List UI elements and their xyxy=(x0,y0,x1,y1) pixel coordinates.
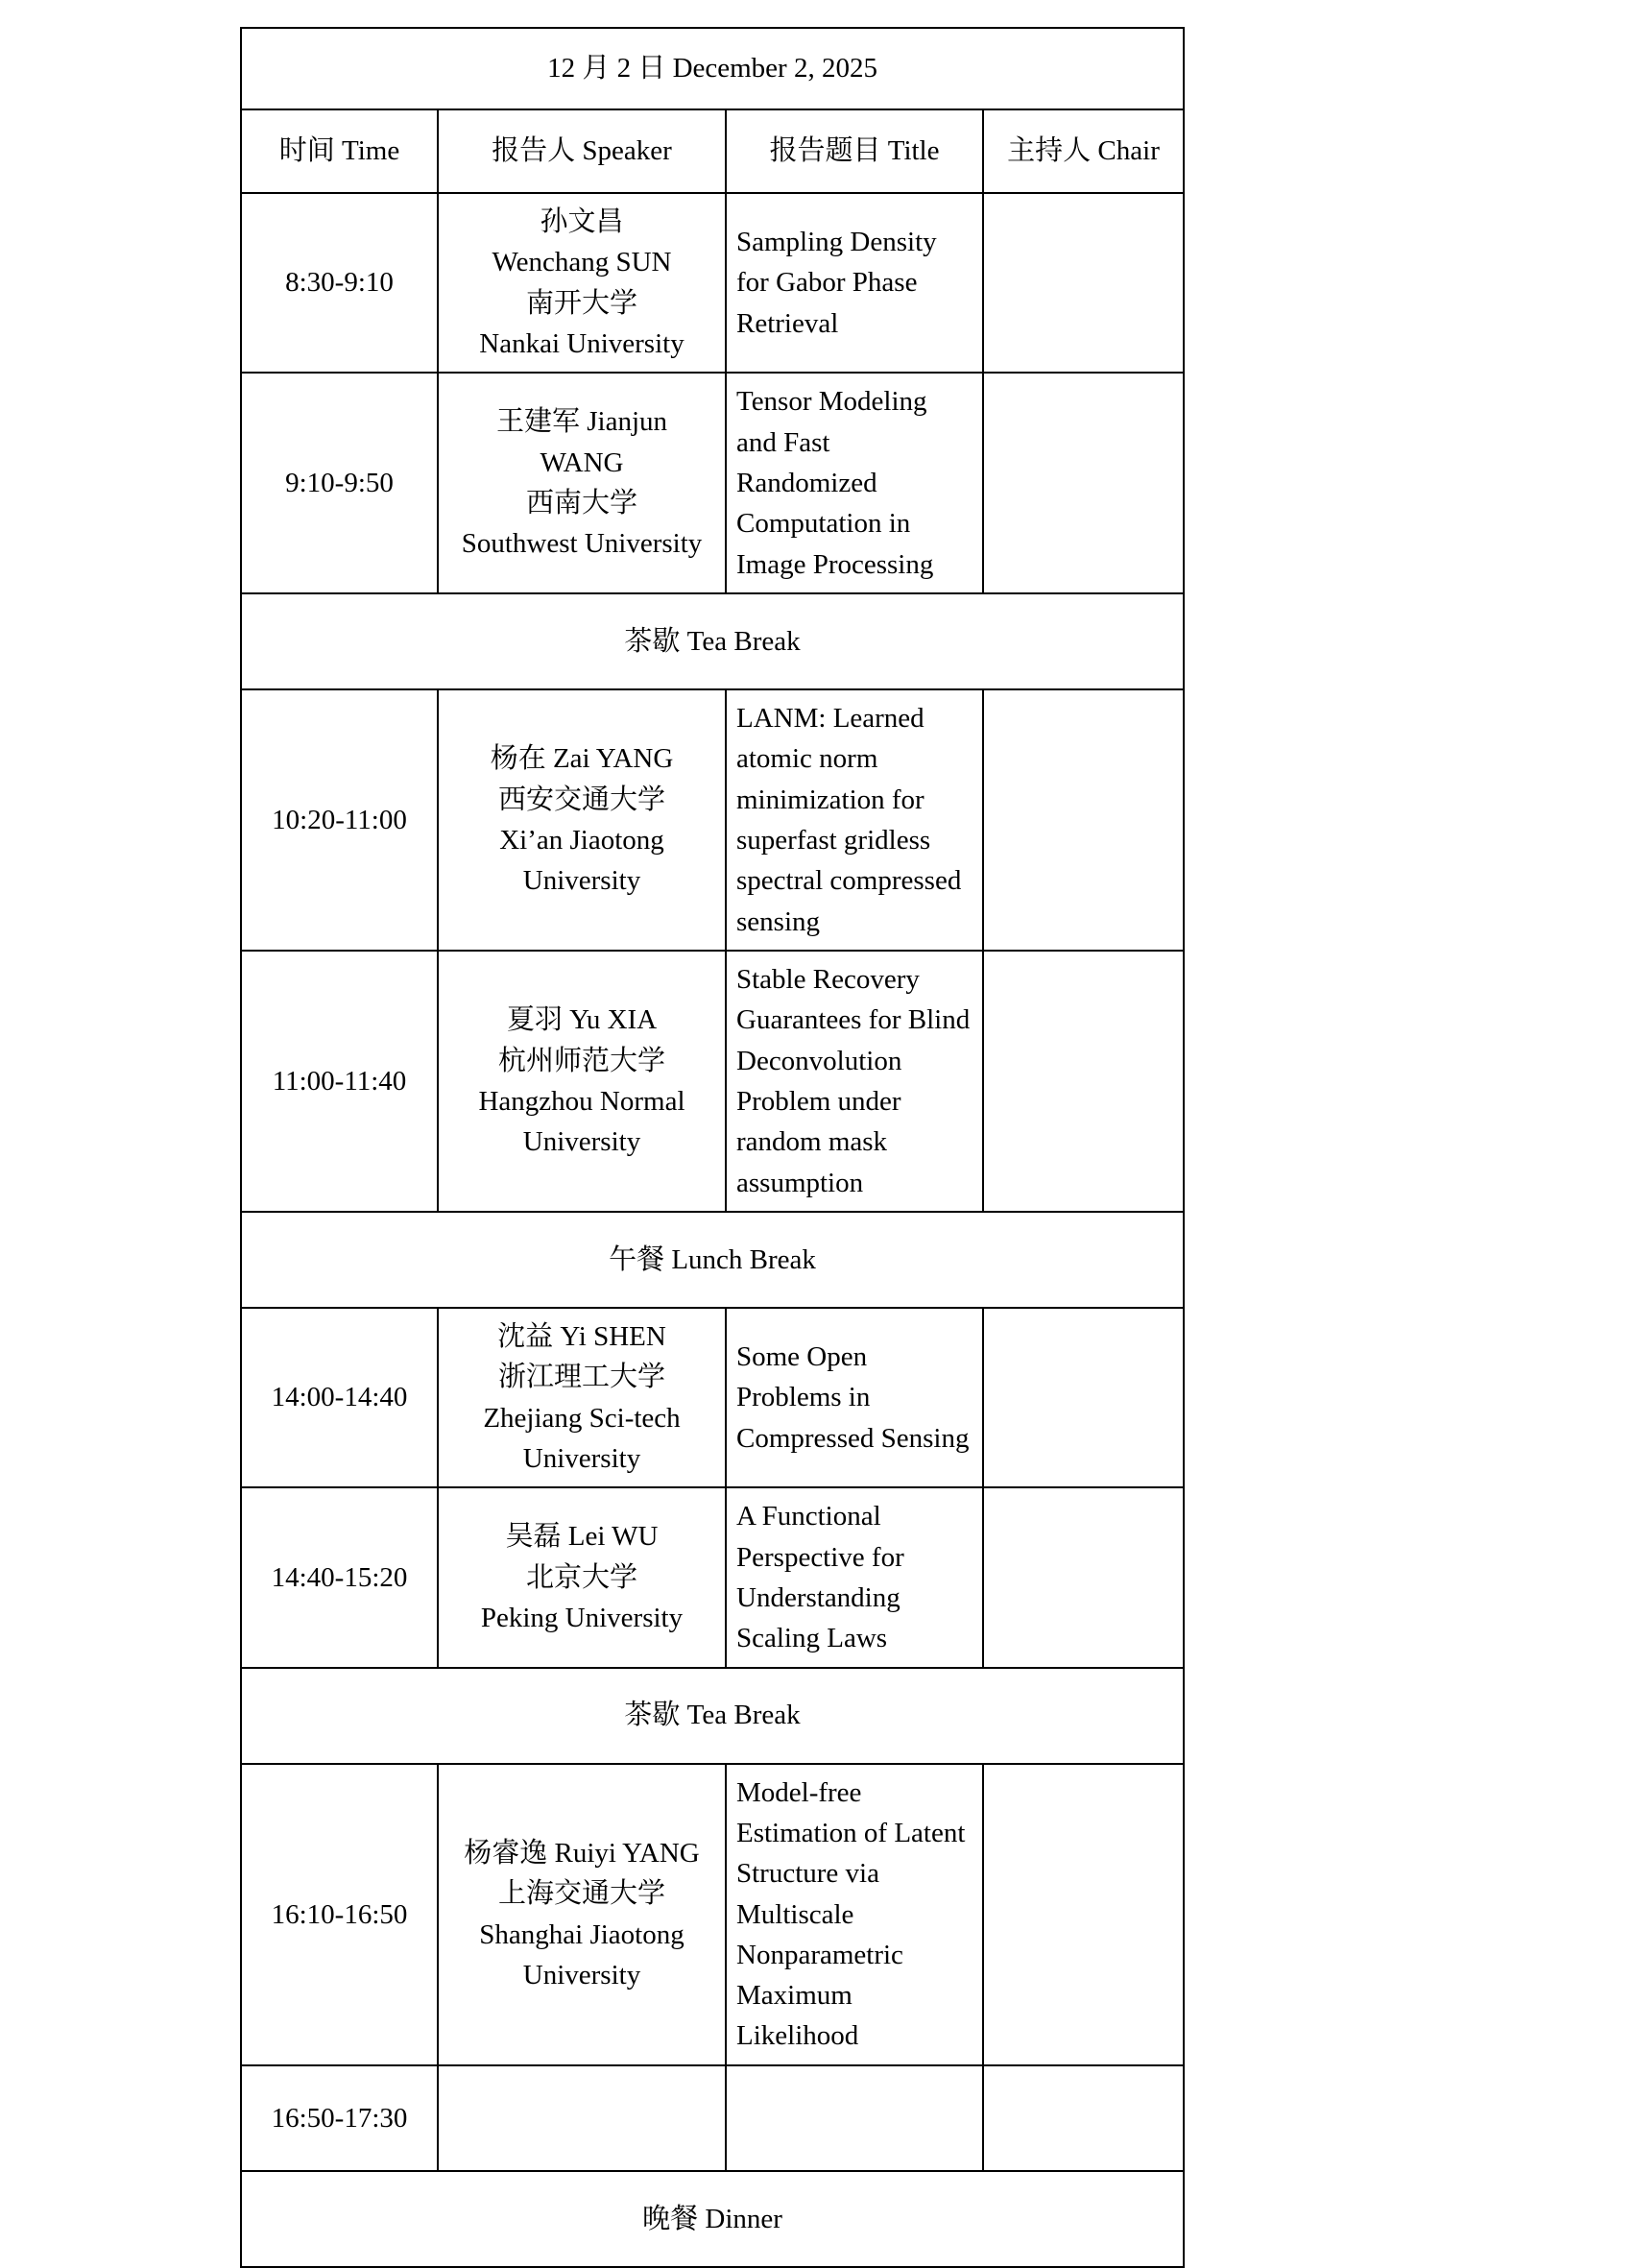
table-row xyxy=(241,1487,1184,1667)
table-row xyxy=(241,951,1184,1212)
schedule-table-body xyxy=(241,28,1184,2267)
break-row xyxy=(241,1668,1184,1764)
speaker-line: 吴磊 Lei WU xyxy=(505,1521,659,1553)
speaker-line: Nankai University xyxy=(479,327,684,359)
break-row xyxy=(241,593,1184,689)
speaker-line: Wenchang SUN xyxy=(492,247,672,278)
session-speaker xyxy=(438,373,726,593)
column-header-chair: 主持人 Chair xyxy=(983,109,1184,193)
break-row xyxy=(241,1212,1184,1308)
schedule-table-container xyxy=(240,27,1183,2268)
table-row xyxy=(241,2065,1184,2171)
speaker-line: University xyxy=(522,865,641,897)
session-chair xyxy=(983,193,1184,373)
session-time: 14:00-14:40 xyxy=(241,1308,438,1487)
session-title xyxy=(726,1308,983,1487)
session-chair xyxy=(983,1487,1184,1667)
speaker-line: 上海交通大学 xyxy=(497,1878,665,1910)
column-header-title: 报告题目 Title xyxy=(726,109,983,193)
break-label: 茶歇 Tea Break xyxy=(241,593,1184,689)
date-heading-row xyxy=(241,28,1184,109)
session-speaker xyxy=(438,1487,726,1667)
session-title-text: LANM: Learned atomic norm minimization for superfast gridless spectral compressed sensing xyxy=(736,702,962,937)
speaker-line: 沈益 Yi SHEN xyxy=(497,1320,666,1352)
session-speaker xyxy=(438,689,726,951)
speaker-line: Zhejiang Sci-tech xyxy=(483,1402,681,1434)
session-title-text: Model-free Estimation of Latent Structure via Multiscale Nonparametric Maximum Likelihood xyxy=(736,1776,966,2052)
session-chair xyxy=(983,951,1184,1212)
session-time: 9:10-9:50 xyxy=(241,373,438,593)
session-time: 14:40-15:20 xyxy=(241,1487,438,1667)
speaker-line: University xyxy=(522,1959,641,1991)
session-title-text: Some Open Problems in Compressed Sensing xyxy=(736,1341,970,1454)
speaker-line: 北京大学 xyxy=(525,1561,637,1593)
column-header-time: 时间 Time xyxy=(241,109,438,193)
date-heading: 12 月 2 日 December 2, 2025 xyxy=(241,28,1184,109)
session-title-text: Stable Recovery Guarantees for Blind Deconvolution Problem under random mask assumption xyxy=(736,963,971,1198)
session-chair xyxy=(983,2065,1184,2171)
table-row xyxy=(241,1308,1184,1487)
session-time: 16:50-17:30 xyxy=(241,2065,438,2171)
session-time: 8:30-9:10 xyxy=(241,193,438,373)
speaker-line: 杭州师范大学 xyxy=(497,1045,665,1076)
session-time: 16:10-16:50 xyxy=(241,1764,438,2065)
speaker-line: Xi’an Jiaotong xyxy=(499,824,664,856)
session-time: 10:20-11:00 xyxy=(241,689,438,951)
speaker-line: 西南大学 xyxy=(525,488,637,519)
session-title-text: Sampling Density for Gabor Phase Retrieval xyxy=(736,227,937,339)
session-chair xyxy=(983,1308,1184,1487)
session-title-text: A Functional Perspective for Understanding Scaling Laws xyxy=(736,1501,904,1654)
session-title xyxy=(726,373,983,593)
speaker-line: 西安交通大学 xyxy=(497,784,665,815)
session-title xyxy=(726,689,983,951)
session-speaker xyxy=(438,951,726,1212)
session-title xyxy=(726,1487,983,1667)
break-label: 晚餐 Dinner xyxy=(241,2171,1184,2267)
session-title xyxy=(726,193,983,373)
session-title xyxy=(726,2065,983,2171)
session-chair xyxy=(983,1764,1184,2065)
session-speaker xyxy=(438,1764,726,2065)
speaker-line: 孙文昌 xyxy=(540,206,624,237)
speaker-line: 夏羽 Yu XIA xyxy=(506,1004,658,1036)
session-chair xyxy=(983,689,1184,951)
speaker-line: 杨在 Zai YANG xyxy=(490,743,674,775)
session-speaker xyxy=(438,1308,726,1487)
column-header-speaker: 报告人 Speaker xyxy=(438,109,726,193)
speaker-line: 王建军 Jianjun xyxy=(495,406,668,438)
speaker-line: 南开大学 xyxy=(525,287,637,319)
session-speaker xyxy=(438,193,726,373)
table-row xyxy=(241,193,1184,373)
speaker-line: Hangzhou Normal xyxy=(478,1085,685,1117)
speaker-line: Southwest University xyxy=(461,528,703,560)
column-header-row xyxy=(241,109,1184,193)
speaker-line: University xyxy=(522,1442,641,1474)
session-title xyxy=(726,1764,983,2065)
speaker-line: Shanghai Jiaotong xyxy=(479,1918,684,1950)
table-row xyxy=(241,373,1184,593)
session-title-text: Tensor Modeling and Fast Randomized Computation in Image Processing xyxy=(736,386,934,580)
speaker-line: 浙江理工大学 xyxy=(497,1362,665,1393)
table-row xyxy=(241,689,1184,951)
speaker-line: 杨睿逸 Ruiyi YANG xyxy=(464,1838,700,1869)
session-speaker xyxy=(438,2065,726,2171)
break-row xyxy=(241,2171,1184,2267)
speaker-line: University xyxy=(522,1126,641,1158)
speaker-line: WANG xyxy=(540,446,624,478)
conference-schedule-table xyxy=(240,27,1185,2268)
session-chair xyxy=(983,373,1184,593)
speaker-line: Peking University xyxy=(480,1603,684,1634)
session-time: 11:00-11:40 xyxy=(241,951,438,1212)
table-row xyxy=(241,1764,1184,2065)
break-label: 午餐 Lunch Break xyxy=(241,1212,1184,1308)
session-title xyxy=(726,951,983,1212)
break-label: 茶歇 Tea Break xyxy=(241,1668,1184,1764)
